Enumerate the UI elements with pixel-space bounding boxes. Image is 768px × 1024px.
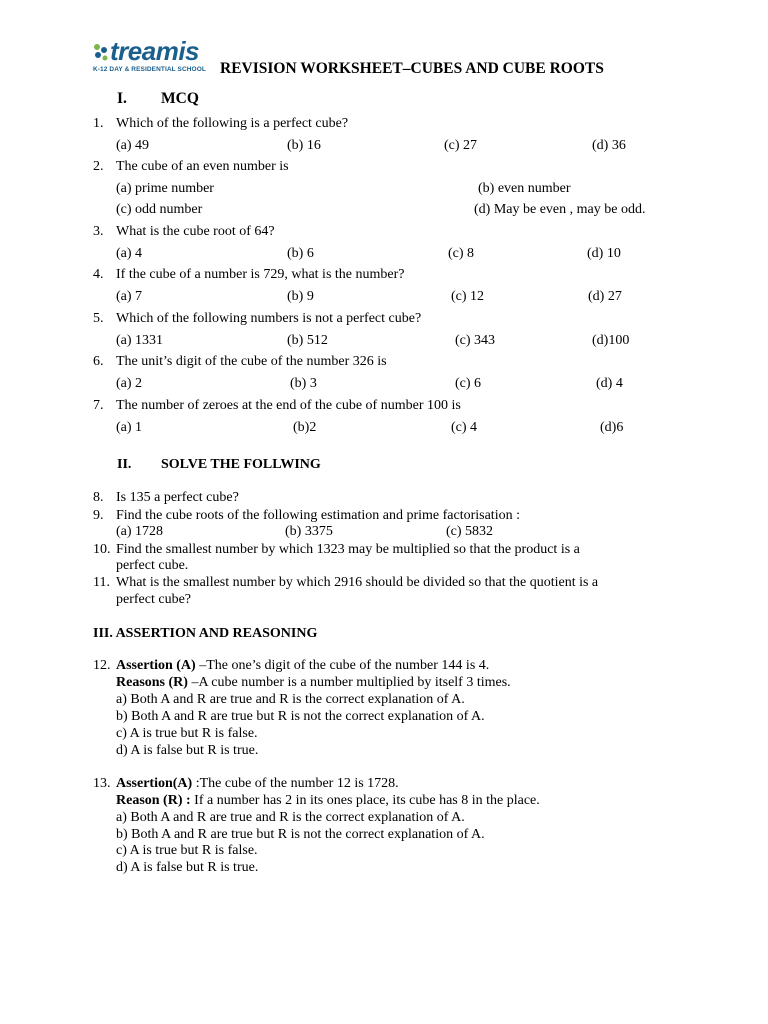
option-a: (a) 1728 <box>116 524 164 539</box>
question-text: The cube of an even number is <box>116 159 289 174</box>
reason-label: Reasons (R) <box>116 675 188 690</box>
question-number: 13. <box>93 776 111 791</box>
option-b: (b) even number <box>478 181 571 196</box>
option-a: (a) 1 <box>116 420 143 435</box>
reason-line <box>116 674 511 691</box>
page-title: REVISION WORKSHEET–CUBES AND CUBE ROOTS <box>220 60 604 77</box>
question-number: 4. <box>93 267 104 282</box>
question-text-line1: Find the smallest number by which 1323 may be multiplied so that the product is a <box>116 542 580 557</box>
reason-text: If a number has 2 in its ones place, its cube has 8 in the place. <box>190 793 540 808</box>
assertion-text: :The cube of the number 12 is 1728. <box>192 776 399 791</box>
assertion-label: Assertion(A) <box>116 776 193 791</box>
option-a: (a) 7 <box>116 289 143 304</box>
section-1-numeral: I. <box>117 90 127 107</box>
school-logo <box>92 36 214 80</box>
option-c: (c) 4 <box>451 420 478 435</box>
reason-label: Reason (R) : <box>116 793 191 808</box>
logo-star-icon <box>92 42 110 64</box>
question-text: Which of the following numbers is not a perfect cube? <box>116 311 422 326</box>
question-number: 3. <box>93 224 104 239</box>
question-text: The number of zeroes at the end of the cube of number 100 is <box>116 398 461 413</box>
option-c: c) A is true but R is false. <box>116 726 258 741</box>
assertion-text: –The one’s digit of the cube of the number 144 is 4. <box>195 658 490 673</box>
question-text: If the cube of a number is 729, what is the number? <box>116 267 405 282</box>
option-d: (d)100 <box>592 333 630 348</box>
option-d: (d) 10 <box>587 246 621 261</box>
question-number: 9. <box>93 508 104 523</box>
assertion-line <box>116 775 399 792</box>
option-a: (a) prime number <box>116 181 214 196</box>
section-2-numeral: II. <box>117 457 132 472</box>
option-a: a) Both A and R are true and R is the correct explanation of A. <box>116 692 465 707</box>
option-c: (c) 8 <box>448 246 475 261</box>
question-number: 1. <box>93 116 104 131</box>
option-b: b) Both A and R are true but R is not the correct explanation of A. <box>116 709 485 724</box>
option-a: (a) 49 <box>116 138 150 153</box>
option-b: (b) 3375 <box>285 524 333 539</box>
option-c: (c) 5832 <box>446 524 494 539</box>
question-number: 10. <box>93 542 111 557</box>
question-number: 6. <box>93 354 104 369</box>
option-b: (b) 6 <box>287 246 314 261</box>
question-number: 8. <box>93 490 104 505</box>
assertion-label: Assertion (A) <box>116 658 196 673</box>
question-text: The unit’s digit of the cube of the number 326 is <box>116 354 387 369</box>
question-text-line1: What is the smallest number by which 2916 should be divided so that the quotient is a <box>116 575 599 590</box>
question-text: Find the cube roots of the following estimation and prime factorisation : <box>116 508 520 523</box>
reason-line <box>116 792 540 809</box>
option-b: b) Both A and R are true but R is not the correct explanation of A. <box>116 827 485 842</box>
option-c: (c) odd number <box>116 202 203 217</box>
section-2-title: SOLVE THE FOLLWING <box>161 457 321 472</box>
option-d: (d) 4 <box>596 376 623 391</box>
question-number: 5. <box>93 311 104 326</box>
option-b: (b)2 <box>293 420 317 435</box>
question-text: Which of the following is a perfect cube? <box>116 116 349 131</box>
option-d: d) A is false but R is true. <box>116 743 259 758</box>
question-text: Is 135 a perfect cube? <box>116 490 239 505</box>
option-c: (c) 12 <box>451 289 485 304</box>
option-d: d) A is false but R is true. <box>116 860 259 875</box>
option-a: (a) 4 <box>116 246 143 261</box>
option-d: (d) 36 <box>592 138 626 153</box>
question-number: 11. <box>93 575 110 590</box>
logo-wordmark: treamis <box>110 36 199 66</box>
question-number: 7. <box>93 398 104 413</box>
option-b: (b) 3 <box>290 376 317 391</box>
question-text: What is the cube root of 64? <box>116 224 275 239</box>
assertion-line <box>116 657 489 674</box>
option-a: (a) 1331 <box>116 333 164 348</box>
option-c: c) A is true but R is false. <box>116 843 258 858</box>
section-3-title: III. ASSERTION AND REASONING <box>93 626 318 641</box>
option-b: (b) 9 <box>287 289 314 304</box>
logo-subtitle: K-12 DAY & RESIDENTIAL SCHOOL <box>93 66 206 73</box>
section-1-title: MCQ <box>161 90 199 107</box>
option-a: a) Both A and R are true and R is the correct explanation of A. <box>116 810 465 825</box>
question-text-line2: perfect cube. <box>116 558 189 573</box>
option-d: (d) 27 <box>588 289 622 304</box>
option-d: (d)6 <box>600 420 624 435</box>
option-c: (c) 6 <box>455 376 482 391</box>
reason-text: –A cube number is a number multiplied by itself 3 times. <box>187 675 511 690</box>
option-d: (d) May be even , may be odd. <box>474 202 646 217</box>
question-text-line2: perfect cube? <box>116 592 191 607</box>
option-c: (c) 27 <box>444 138 478 153</box>
question-number: 12. <box>93 658 111 673</box>
option-a: (a) 2 <box>116 376 143 391</box>
option-b: (b) 16 <box>287 138 321 153</box>
question-number: 2. <box>93 159 104 174</box>
option-b: (b) 512 <box>287 333 328 348</box>
option-c: (c) 343 <box>455 333 496 348</box>
